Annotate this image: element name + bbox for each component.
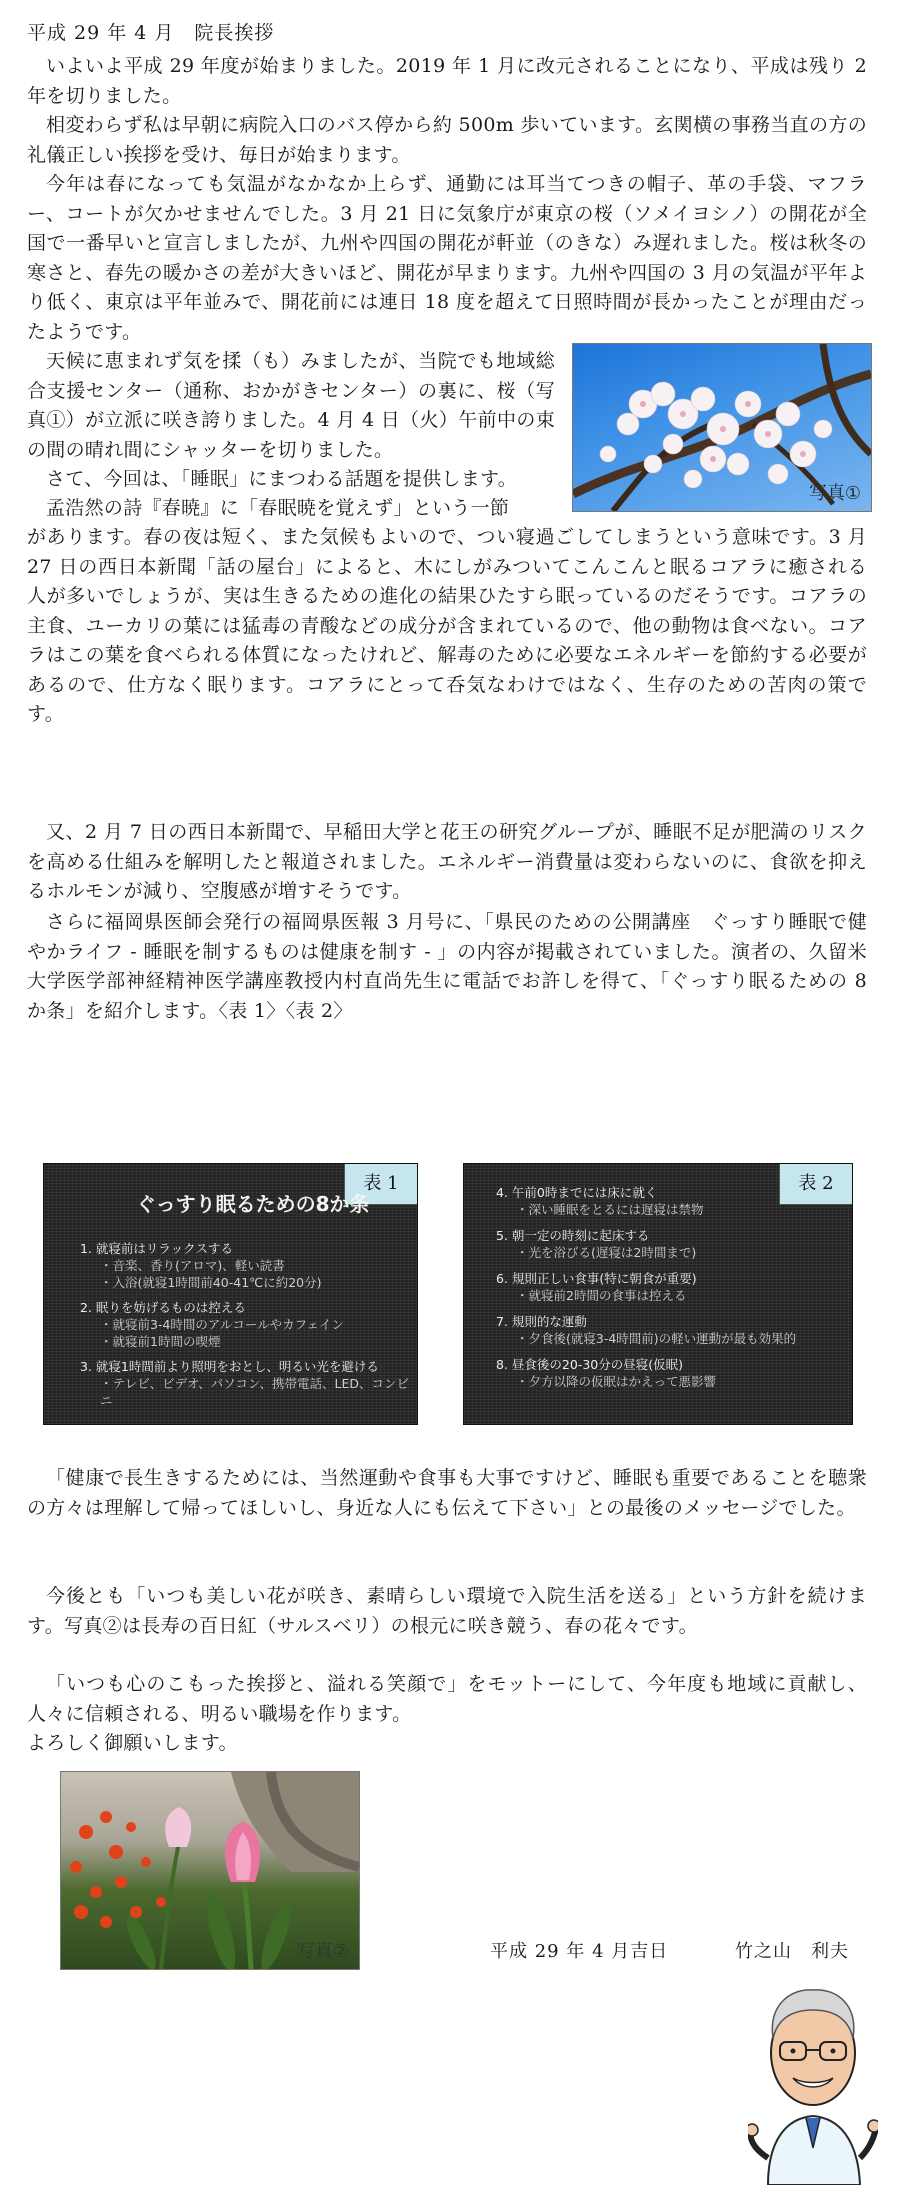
signoff — [490, 1937, 849, 1963]
director-portrait — [748, 1978, 878, 2185]
paragraph-closing: よろしく御願いします。 — [27, 1732, 238, 1754]
signoff-name: 竹之山 利夫 — [734, 1941, 849, 1962]
paragraph-lecture: さらに福岡県医師会発行の福岡県医報 3 月号に、「県民のための公開講座 ぐっすり睡眠で健やかライフ - 睡眠を制するものは健康を制す - 」の内容が掲載されていました。演者の、久留米大学医学部神経精神医学講座教授内村直尚先生に電話でお許しを得て、「ぐっすり眠るための 8 か条」を紹介します。〈表 1〉〈表 2〉 — [27, 911, 867, 1022]
paragraph-policy: 今後とも「いつも美しい花が咲き、素晴らしい環境で入院生活を送る」という方針を続けます。写真②は長寿の百日紅（サルスベリ）の根元に咲き競う、春の花々です。 — [27, 1585, 867, 1637]
photo-spring-flowers — [60, 1771, 360, 1970]
list-subitem: ・入浴(就寝1時間前40-41℃に約20分) — [100, 1275, 322, 1290]
list-item: 8. 昼食後の20-30分の昼寝(仮眠) — [496, 1357, 683, 1372]
table-2-badge: 表 2 — [779, 1164, 852, 1205]
list-item: 2. 眠りを妨げるものは控える — [80, 1300, 246, 1315]
list-subitem: ・夕方以降の仮眠はかえって悪影響 — [516, 1374, 717, 1389]
photo-caption-1: 写真① — [808, 483, 861, 504]
director-portrait-illustration — [748, 1978, 878, 2185]
paragraph-commute: 相変わらず私は早朝に病院入口のバス停から約 500m 歩いています。玄関横の事務当直の方の礼儀正しい挨拶を受け、毎日が始まります。 — [27, 114, 867, 166]
list-item: 7. 規則的な運動 — [496, 1314, 587, 1329]
table-1-list — [80, 1240, 417, 1409]
photo-cherry-blossom — [572, 343, 872, 512]
table-1-title: ぐっすり眠るための8か条 — [136, 1192, 370, 1216]
list-subitem: ・夕食後(就寝3-4時間前)の軽い運動が最も効果的 — [516, 1331, 797, 1346]
paragraph-message: 「健康で長生きするためには、当然運動や食事も大事ですけど、睡眠も重要であることを聴衆の方々は理解して帰ってほしいし、身近な人にも伝えて下さい」との最後のメッセージでした。 — [27, 1467, 867, 1519]
list-subitem: ・光を浴びる(遅寝は2時間まで) — [516, 1245, 697, 1260]
photo-caption-2: 写真② — [296, 1941, 349, 1962]
paragraph-koala: があります。春の夜は短く、また気候もよいので、つい寝過ごしてしまうという意味です。3 月 27 日の西日本新聞「話の屋台」によると、木にしがみついてこんこんと眠るコアラに癒される人が多いでしょうが、実は生きるための進化の結果ひたすら眠っているのだそうです。コアラの主食、ユーカリの葉には猛毒の青酸などの成分が含まれているので、他の動物は食べない。コアラはこの葉を食べられる体質になったけれど、解毒のために必要なエネルギーを節約する必要があるので、仕方なく眠ります。コアラにとって呑気なわけではなく、生存のための苦肉の策です。 — [27, 526, 867, 725]
page-heading: 平成 29 年 4 月 院長挨拶 — [27, 22, 275, 44]
paragraph-sleep-topic: さて、今回は、「睡眠」にまつわる話題を提供します。 — [46, 468, 518, 490]
signoff-date: 平成 29 年 4 月吉日 — [490, 1941, 669, 1962]
list-item: 5. 朝一定の時刻に起床する — [496, 1228, 650, 1243]
paragraph-poem-start: 孟浩然の詩『春暁』に「春眠暁を覚えず」という一節 — [46, 497, 510, 519]
table-1-badge: 表 1 — [344, 1164, 417, 1205]
list-item: 3. 就寝1時間前より照明をおとし、明るい光を避ける — [80, 1359, 379, 1374]
list-subitem: ・就寝前1時間の喫煙 — [100, 1334, 221, 1349]
list-item: 6. 規則正しい食事(特に朝食が重要) — [496, 1271, 697, 1286]
list-item: 1. 就寝前はリラックスする — [80, 1241, 234, 1256]
paragraph-motto: 「いつも心のこもった挨拶と、溢れる笑顔で」をモットーにして、今年度も地域に貢献し、人々に信頼される、明るい職場を作ります。 — [27, 1673, 867, 1725]
list-subitem: ・テレビ、ビデオ、パソコン、携帯電話、LED、コンビニ — [100, 1376, 409, 1408]
table-2-list — [496, 1184, 796, 1390]
paragraph-intro: いよいよ平成 29 年度が始まりました。2019 年 1 月に改元されることになり、平成は残り 2 年を切りました。 — [27, 55, 867, 107]
list-item: 4. 午前0時までには床に就く — [496, 1185, 658, 1200]
paragraph-sakura: 天候に恵まれず気を揉（も）みましたが、当院でも地域総合支援センター（通称、おかがきセンター）の裏に、桜（写真①）が立派に咲き誇りました。4 月 4 日（火）午前中の束の間の晴れ間にシャッターを切りました。 — [27, 350, 555, 461]
list-subitem: ・就寝前3-4時間のアルコールやカフェイン — [100, 1317, 345, 1332]
table-2-panel — [463, 1163, 853, 1425]
list-subitem: ・就寝前2時間の食事は控える — [516, 1288, 687, 1303]
list-subitem: ・深い睡眠をとるには遅寝は禁物 — [516, 1202, 704, 1217]
paragraph-obesity-research: 又、2 月 7 日の西日本新聞で、早稲田大学と花王の研究グループが、睡眠不足が肥満のリスクを高める仕組みを解明したと報道されました。エネルギー消費量は変わらないのに、食欲を抑えるホルモンが減り、空腹感が増すそうです。 — [27, 821, 867, 902]
list-subitem: ・音楽、香り(アロマ)、軽い読書 — [100, 1258, 285, 1273]
paragraph-weather: 今年は春になっても気温がなかなか上らず、通勤には耳当てつきの帽子、革の手袋、マフラー、コートが欠かせませんでした。3 月 21 日に気象庁が東京の桜（ソメイヨシノ）の開花が全国で一番早いと宣言しましたが、九州や四国の開花が軒並（のきな）み遅れました。桜は秋冬の寒さと、春先の暖かさの差が大きいほど、開花が早まります。九州や四国の 3 月の気温が平年より低く、東京は平年並みで、開花前には連日 18 度を超えて日照時間が長かったことが理由だったようです。 — [27, 173, 867, 343]
table-1-panel — [43, 1163, 418, 1425]
